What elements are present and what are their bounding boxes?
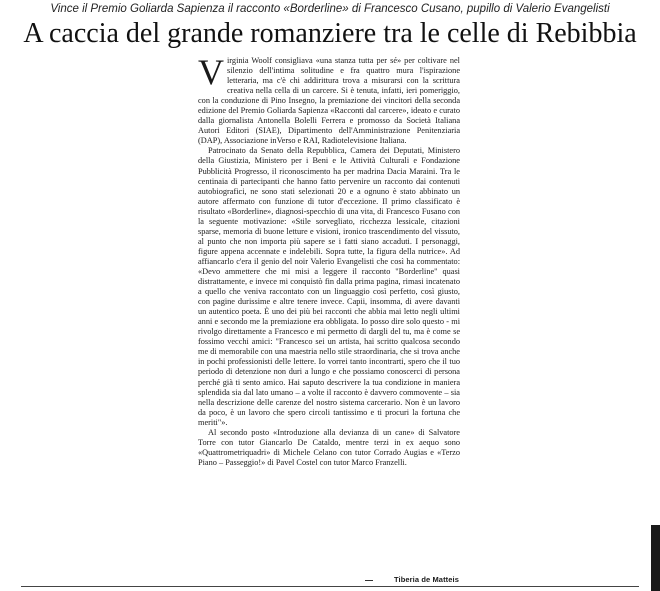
byline: Tiberia de Matteis — [393, 575, 459, 584]
byline-rule — [365, 580, 373, 581]
kicker: Vince il Premio Goliarda Sapienza il racconto «Borderline» di Francesco Cusano, pupillo di Valerio Evangelisti — [50, 3, 610, 15]
article-paragraph: Al secondo posto «Introduzione alla devianza di un cane» di Salvatore Torre con tutor Giancarlo De Cataldo, mentre terzi in ex aequo sono «Quattrometriquadri» di Michele Celano con tutor Corrado Augias e «Terzo Piano – Passeggio!» di Pavel Costel con tutor Marco Franzelli. — [198, 427, 460, 467]
page-edge-shadow — [651, 525, 660, 591]
drop-cap: V — [198, 56, 224, 92]
article-paragraph — [198, 56, 460, 146]
article-paragraph: Patrocinato da Senato della Repubblica, Camera dei Deputati, Ministero della Giustizia, Ministero per i Beni e le Attività Culturali e Fondazione Pubblicità Progresso, il riconoscimento ha per madrina Dacia Maraini. Tra le centinaia di partecipanti che hanno fatto pervenire un racconto dai contenuti autobiografici, ne sono stati selezionati 20 e a ognuno è stato abbinato un autore affermato con funzione di tutor d'eccezione. Il primo classificato è risultato «Borderline», diagnosi-specchio di una vita, di Francesco Fusano con la seguente motivazione: «Stile sorvegliato, ricchezza lessicale, citazioni sparse, memoria di buone letture e visioni, ironico trascendimento del vissuto, al punto che non importa più sapere se i fatti siano accaduti. I personaggi, figure appena accennate e indelebili. Sopra tutte, la figura della nutrice». Ad affiancarlo c'era il genio del noir Valerio Evangelisti che così ha commentato: «Devo ammettere che mi misi a leggere il racconto "Borderline" quasi distrattamente, e invece mi conquistò fin dalla prima pagina, rimasi incatenato a quello che veniva raccontato con un linguaggio così perfetto, così giusto, con pagine durissime e altre tenere invece. Capii, insomma, di avere davanti un autentico poeta. È uno dei più bei racconti che abbia mai letto negli ultimi anni e secondo me la premiazione era obbligata. Io posso dire solo questo - mi rivolgo direttamente a Francesco e mi permetto di dargli del tu, ma è come se fossimo vecchi amici: "Francesco sei un artista, hai scritto qualcosa secondo me di memorabile con una maestria nello stile straordinaria, che si trova anche in pochi professionisti delle lettere. Io vorrei tanto incontrarti, spero che il tuo periodo di detenzione non duri a lungo e che possiamo conoscerci di persona perché già ti sento amico. Hai saputo descrivere la tua condizione in maniera splendida sia dal lato umano – a volte il racconto è davvero commovente – sia nella descrizione delle carenze del nostro sistema carcerario. Non è un lavoro da poco, è un lavoro che spero circoli tantissimo e ti procuri la fortuna che meriti"». — [198, 146, 460, 427]
bottom-rule — [21, 586, 639, 587]
article-body — [198, 56, 460, 584]
paragraph-text: irginia Woolf consigliava «una stanza tutta per sé» per coltivare nel silenzio dell'intima solitudine e fra quattro mura l'ispirazione letteraria, ma c'è chi addirittura trova a misurarsi con la scrittura creativa nella cella di un carcere. Si è tenuta, infatti, ieri pomeriggio, con la conduzione di Pino Insegno, la premiazione dei vincitori della seconda edizione del Premio Goliarda Sapienza «Racconti dal carcere», ideato e curato dalla giornalista Antonella Bolelli Ferrera e promosso da Società Italiana Autori Editori (SIAE), Dipartimento dell'Amministrazione Penitenziaria (DAP), Associazione inVerso e RAI, Radiotelevisione Italiana. — [198, 56, 460, 146]
headline: A caccia del grande romanziere tra le celle di Rebibbia — [23, 18, 637, 49]
